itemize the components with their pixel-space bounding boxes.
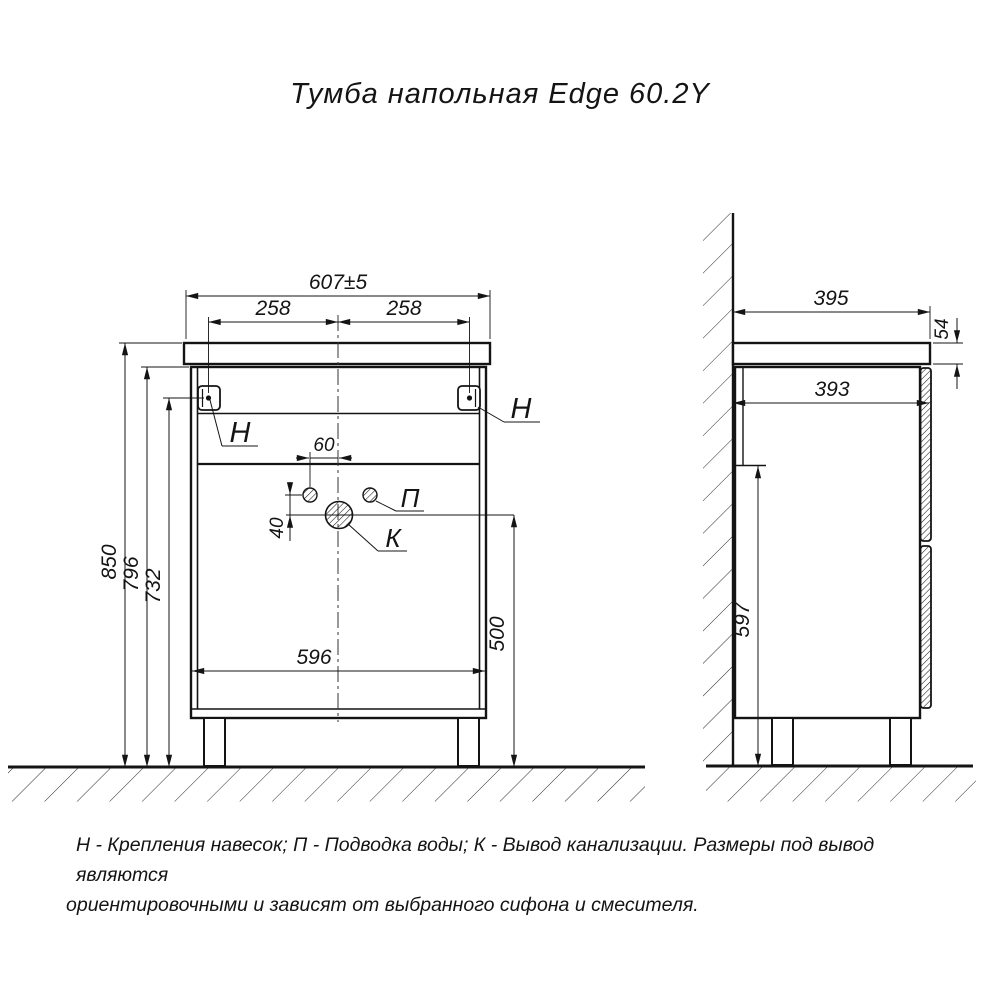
- dim-back-cutout-text: 597: [731, 602, 754, 638]
- legend-note-line2: ориентировочными и зависят от выбранного сифона и смесителя.: [66, 894, 699, 916]
- dim-drain-height-text: 500: [486, 616, 509, 652]
- dim-top-thickness: [932, 318, 963, 389]
- floor-hatch-front: [8, 769, 645, 802]
- dim-drain-offset-text: 40: [267, 517, 288, 539]
- label-bracket-left: Н: [229, 417, 251, 449]
- legend-note: [66, 830, 966, 920]
- dim-body-depth-text: 393: [814, 378, 850, 401]
- water-hole-right: [363, 488, 377, 502]
- front-view: [8, 271, 645, 802]
- door-front-lower: [921, 546, 932, 708]
- leg-front-right: [458, 718, 479, 766]
- label-bracket-right: Н: [510, 393, 532, 425]
- water-hole-left: [303, 488, 317, 502]
- callout-bracket-right: [478, 393, 540, 425]
- side-view: [703, 213, 976, 802]
- legend-note-line1: Н - Крепления навесок; П - Подводка воды; К - Вывод канализации. Размеры под вывод являются: [76, 834, 875, 886]
- dim-height-total-text: 850: [98, 544, 121, 580]
- dim-right-span-text: 258: [386, 297, 422, 320]
- wall-hatch: [703, 213, 733, 766]
- bracket-right: [458, 386, 480, 410]
- cabinet-body-side: [735, 367, 920, 718]
- countertop-front: [184, 343, 490, 364]
- dim-top-width-text: 607±5: [308, 271, 368, 294]
- countertop-side: [733, 343, 930, 364]
- dim-left-span-text: 258: [255, 297, 291, 320]
- dim-top-thickness-text: 54: [932, 318, 953, 340]
- label-drain: К: [385, 523, 401, 553]
- leg-side-front: [890, 718, 911, 765]
- dim-inner-width-text: 596: [296, 646, 332, 669]
- floor-hatch-side: [706, 768, 976, 802]
- bracket-left-hole: [206, 395, 211, 400]
- door-front-upper: [921, 368, 932, 541]
- dim-top-depth-text: 395: [813, 287, 849, 310]
- dim-height-body-top-text: 796: [120, 556, 143, 592]
- dim-height-bracket-text: 732: [142, 568, 165, 604]
- dim-water-offset-text: 60: [313, 435, 335, 456]
- leg-front-left: [204, 718, 225, 766]
- dim-top-depth: [733, 287, 930, 339]
- dim-drain-height: [486, 515, 514, 767]
- label-water: П: [400, 483, 420, 513]
- leg-side-back: [772, 718, 793, 765]
- dim-heights: [98, 343, 204, 767]
- drawing-title: Тумба напольная Edge 60.2Y: [290, 78, 710, 110]
- bracket-right-hole: [467, 395, 472, 400]
